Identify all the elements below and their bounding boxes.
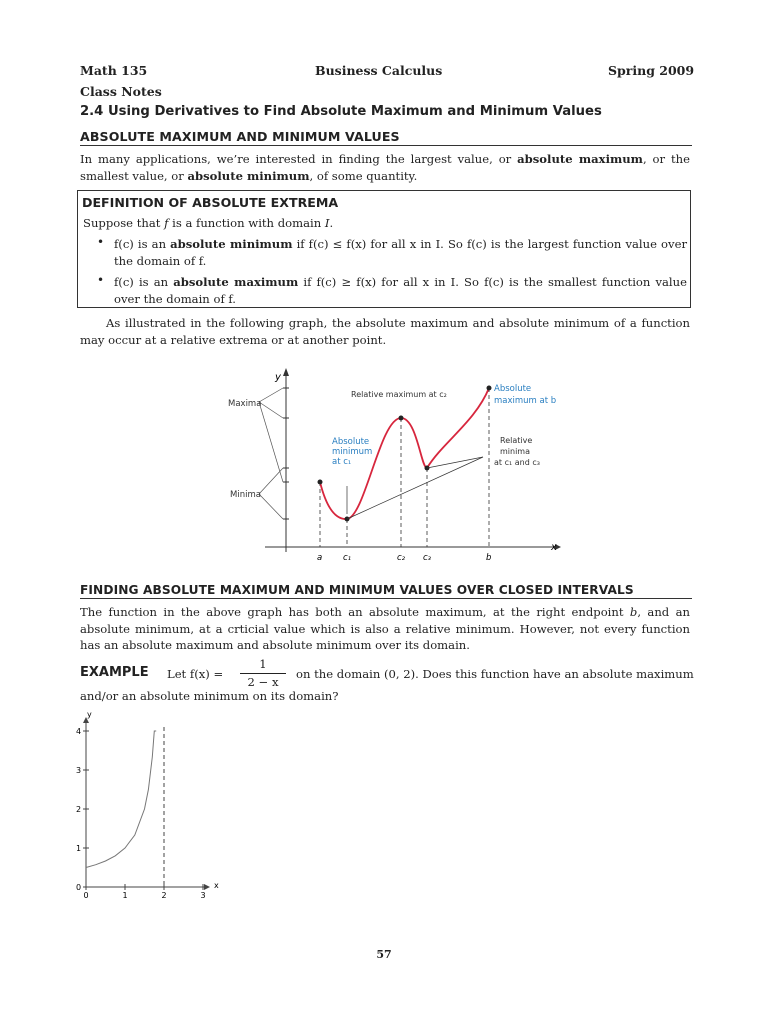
page-number: 57 (376, 948, 392, 961)
tick-label-c2: c₂ (397, 553, 406, 563)
page-title: 2.4 Using Derivatives to Find Absolute Maximum and Minimum Values (80, 104, 602, 119)
bullet-icon: • (97, 273, 105, 287)
abs-min-label: at c₁ (332, 457, 352, 467)
x-tick-label: 1 (122, 891, 128, 900)
y-tick-label: 3 (76, 766, 82, 775)
extrema-figure (225, 362, 565, 567)
section-heading-absolute-values: ABSOLUTE MAXIMUM AND MINIMUM VALUES (80, 129, 692, 146)
point-c2 (399, 416, 404, 421)
y-tick-label: 4 (76, 727, 82, 736)
maxima-leader (259, 402, 283, 418)
definition-bullet-min: f(c) is an absolute minimum if f(c) ≤ f(x) for all x in I. So f(c) is the largest function value over the domain of f. (114, 237, 687, 268)
example-let: Let f(x) = (167, 667, 224, 681)
definition-heading: DEFINITION OF ABSOLUTE EXTREMA (82, 195, 339, 210)
intro-paragraph: In many applications, we’re interested in finding the largest value, or absolute maximum, or the smallest value, or absolute minimum, of some quantity. (80, 152, 690, 183)
minima-leader (259, 468, 283, 494)
function-curve (86, 731, 156, 868)
rel-min-label: minima (500, 447, 531, 456)
point-a (318, 480, 323, 485)
y-tick-label: 1 (76, 844, 82, 853)
abs-max-label: Absolute (494, 384, 532, 394)
illustration-paragraph: As illustrated in the following graph, the absolute maximum and absolute minimum of a function may occur at a relative extrema or at another point. (80, 316, 690, 347)
y-axis-label: y (87, 710, 92, 719)
reciprocal-chart (70, 705, 230, 905)
example-label: EXAMPLE (80, 665, 149, 680)
class-notes-label: Class Notes (80, 84, 162, 99)
bullet-icon: • (97, 235, 105, 249)
abs-min-label: minimum (332, 447, 373, 457)
x-axis-label: x (551, 542, 557, 553)
point-b (487, 386, 492, 391)
rel-min-leader (427, 457, 483, 468)
minima-label: Minima (230, 490, 261, 500)
closed-interval-paragraph: The function in the above graph has both an absolute maximum, at the right endpoint b, and an absolute minimum, at a crticial value which is also a relative minimum. However, not every function has an absolute maximum and absolute minimum over its domain. (80, 605, 690, 652)
x-axis-arrow (204, 884, 210, 890)
abs-min-label: Absolute (332, 437, 370, 447)
subject-name: Business Calculus (315, 63, 443, 78)
y-axis-label: y (275, 372, 281, 383)
section-heading-closed-intervals: FINDING ABSOLUTE MAXIMUM AND MINIMUM VALUES OVER CLOSED INTERVALS (80, 583, 692, 599)
y-tick-label: 2 (76, 805, 82, 814)
tick-label-c3: c₃ (423, 553, 432, 563)
tick-label-a: a (317, 553, 323, 563)
rel-min-label: Relative (500, 436, 533, 445)
y-axis-arrow (283, 368, 289, 376)
minima-leader (259, 494, 283, 519)
x-tick-label: 0 (83, 891, 89, 900)
definition-bullet-max: f(c) is an absolute maximum if f(c) ≥ f(x) for all x in I. So f(c) is the smallest function value over the domain of f. (114, 275, 687, 306)
tick-label-b: b (486, 553, 492, 563)
y-tick-label: 0 (76, 883, 82, 892)
maxima-leader (259, 388, 283, 402)
definition-intro: Suppose that f is a function with domain I. (83, 216, 334, 230)
fraction-bar (240, 673, 286, 674)
course-name: Math 135 (80, 63, 148, 78)
maxima-leader (259, 402, 283, 482)
rel-min-leader (347, 457, 483, 519)
x-tick-label: 2 (161, 891, 167, 900)
tick-label-c1: c₁ (343, 553, 352, 563)
example-question-line2: and/or an absolute minimum on its domain? (80, 689, 339, 703)
rel-min-label: at c₁ and c₃ (494, 458, 540, 467)
rel-max-label: Relative maximum at c₂ (351, 390, 447, 399)
x-axis-label: x (214, 881, 219, 890)
definition-box (77, 190, 691, 308)
abs-max-label: maximum at b (494, 396, 557, 406)
x-tick-label: 3 (200, 891, 206, 900)
fraction-denominator: 2 − x (247, 675, 279, 689)
example-question: on the domain (0, 2). Does this function have an absolute maximum (296, 667, 694, 681)
term: Spring 2009 (608, 63, 695, 78)
maxima-label: Maxima (228, 399, 262, 409)
fraction-numerator: 1 (259, 657, 267, 671)
